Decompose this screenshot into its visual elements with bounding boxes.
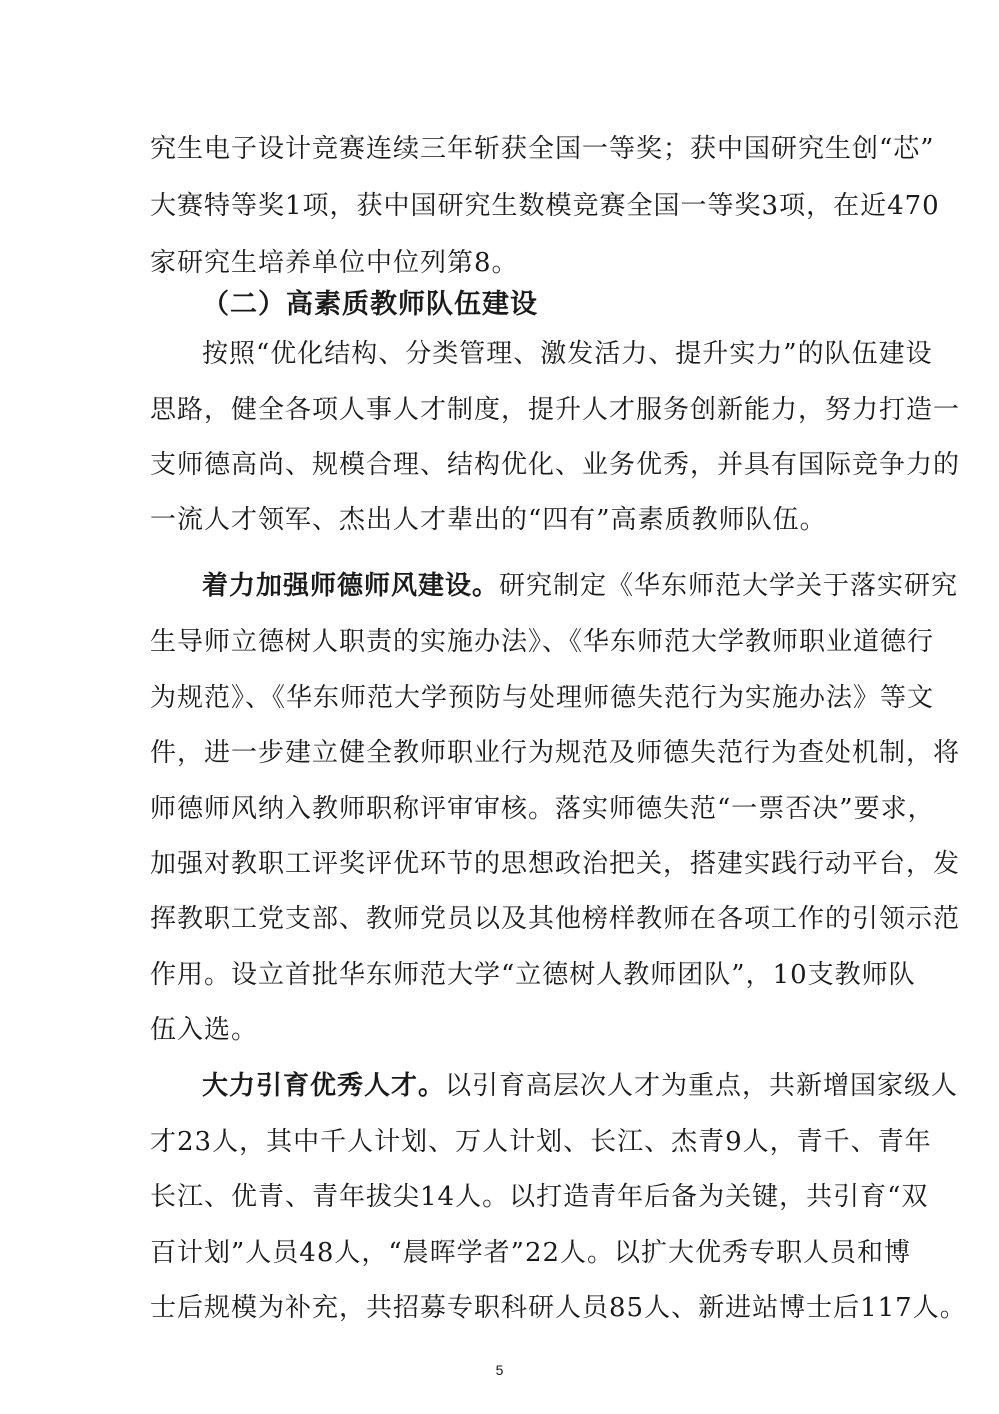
paragraph-3-line-6: 加强对教职工评奖评优环节的思想政治把关，搭建实践行动平台，发	[150, 849, 961, 879]
paragraph-3-line-1	[202, 570, 959, 602]
paragraph-4-line-2: 才23人，其中千人计划、万人计划、长江、杰青9人，青千、青年	[150, 1127, 932, 1157]
paragraph-4-line-5: 士后规模为补充，共招募专职科研人员85人、新进站博士后117人。	[150, 1293, 967, 1323]
paragraph-2-line-2: 思路，健全各项人事人才制度，提升人才服务创新能力，努力打造一	[150, 395, 961, 425]
paragraph-4-line-1-rest: 以引育高层次人才为重点，共新增国家级人	[445, 1071, 959, 1101]
paragraph-3-line-2: 生导师立德树人职责的实施办法》、《华东师范大学教师职业道德行	[150, 627, 935, 657]
page-number: 5	[495, 1362, 504, 1378]
paragraph-4-line-4: 百计划”人员48人，“晨晖学者”22人。以扩大优秀专职人员和博	[150, 1238, 912, 1268]
paragraph-2-line-4: 一流人才领军、杰出人才辈出的“四有”高素质教师队伍。	[150, 505, 827, 535]
paragraph-3-line-1-rest: 研究制定《华东师范大学关于落实研究	[499, 571, 959, 601]
paragraph-3-line-4: 件，进一步建立健全教师职业行为规范及师德失范行为查处机制，将	[150, 738, 961, 768]
paragraph-1-line-1: 究生电子设计竞赛连续三年斩获全国一等奖；获中国研究生创“芯”	[150, 134, 935, 164]
paragraph-4-line-3: 长江、优青、青年拔尖14人。以打造青年后备为关键，共引育“双	[150, 1182, 929, 1212]
paragraph-3-line-7: 挥教职工党支部、教师党员以及其他榜样教师在各项工作的引领示范	[150, 904, 961, 934]
section-heading: （二）高素质教师队伍建设	[202, 289, 538, 320]
paragraph-3-line-8: 作用。设立首批华东师范大学“立德树人教师团队”，10支教师队	[150, 960, 916, 990]
paragraph-2-line-1: 按照“优化结构、分类管理、激发活力、提升实力”的队伍建设	[202, 339, 933, 369]
paragraph-1-line-3: 家研究生培养单位中位列第8。	[150, 248, 519, 278]
paragraph-4-lead: 大力引育优秀人才。	[202, 1071, 446, 1101]
paragraph-2-line-3: 支师德高尚、规模合理、结构优化、业务优秀，并具有国际竞争力的	[150, 450, 961, 480]
paragraph-1-line-2: 大赛特等奖1项，获中国研究生数模竞赛全国一等奖3项，在近470	[150, 191, 940, 221]
paragraph-3-line-3: 为规范》、《华东师范大学预防与处理师德失范行为实施办法》等文	[150, 683, 935, 713]
paragraph-3-line-5: 师德师风纳入教师职称评审审核。落实师德失范“一票否决”要求，	[150, 794, 935, 824]
paragraph-3-lead: 着力加强师德师风建设。	[202, 571, 500, 601]
paragraph-3-line-9: 伍入选。	[150, 1015, 259, 1045]
paragraph-4-line-1	[202, 1070, 959, 1102]
